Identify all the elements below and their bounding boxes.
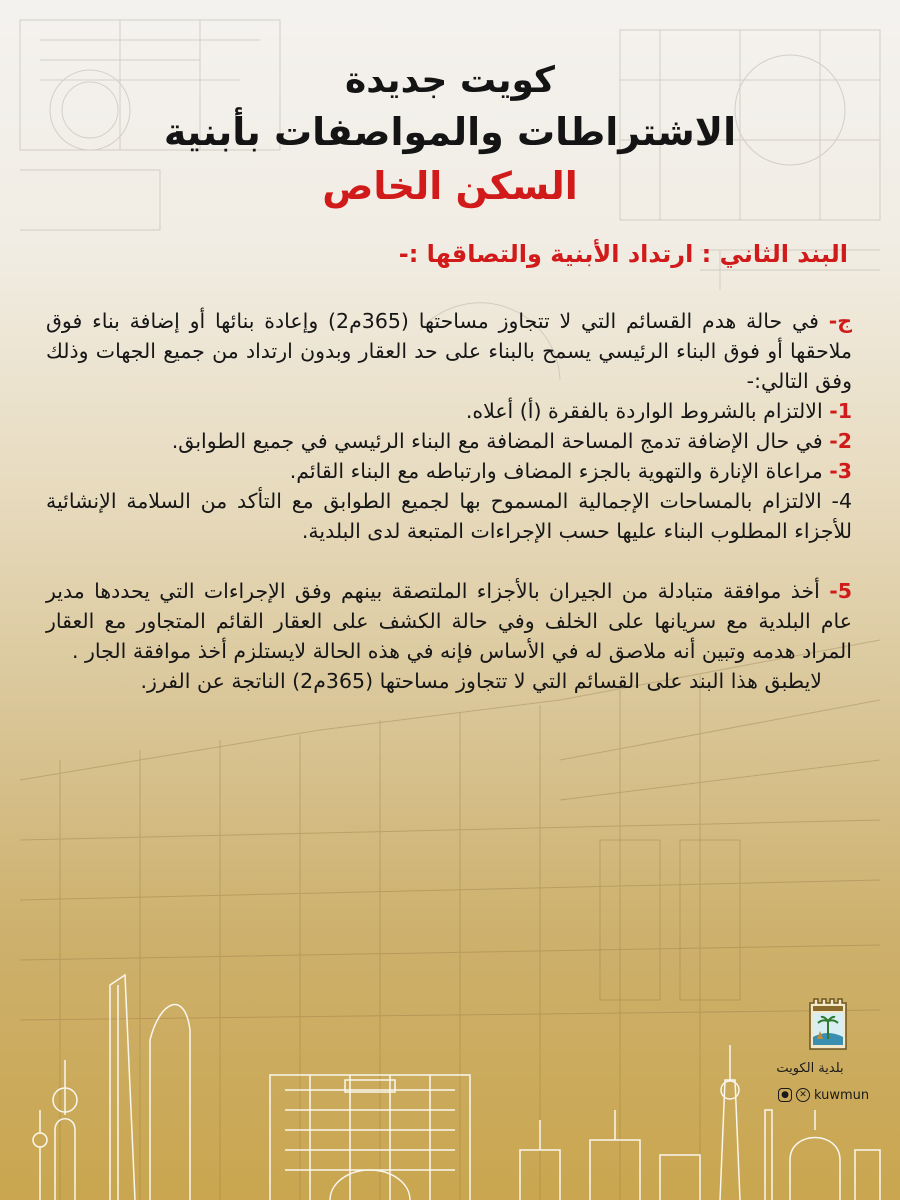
- list-item-text: أخذ موافقة متبادلة من الجيران بالأجزاء الملتصقة بينهم وفق الإجراءات التي يحددها مدير عام البلدية مع سريانها على الخلف وفي حالة الكشف على العقار القائم المتجاور مع العقار المراد هدمه وتبين أنه ملاصق له في الأساس فإنه في هذه الحالة لايستلزم أخذ موافقة الجار .: [46, 579, 852, 663]
- list-item-number: 2-: [829, 429, 852, 453]
- list-item-text: في حال الإضافة تدمج المساحة المضافة مع البناء الرئيسي في جميع الطوابق.: [171, 429, 823, 453]
- intro-marker: ج-: [828, 309, 852, 333]
- list-item-number: 5-: [829, 579, 852, 603]
- instagram-icon[interactable]: ●: [778, 1088, 792, 1102]
- intro-paragraph: [46, 306, 852, 396]
- note-paragraph: لايطبق هذا البند على القسائم التي لا تتجاوز مساحتها (365م2) الناتجة عن الفرز.: [140, 669, 822, 693]
- list-item-5: [46, 576, 852, 666]
- org-name: بلدية الكويت: [776, 1061, 844, 1076]
- x-icon[interactable]: ✕: [796, 1088, 810, 1102]
- list-item-number: 4-: [831, 489, 852, 513]
- social-handle: kuwmun: [814, 1087, 870, 1103]
- list-item-4: [46, 486, 852, 546]
- kuwait-municipality-logo: [808, 995, 848, 1051]
- list-item-1: [46, 396, 852, 426]
- list-item-number: 3-: [829, 459, 852, 483]
- title-line-1: كويت جديدة: [345, 60, 555, 101]
- title-line-3: السكن الخاص: [322, 164, 578, 208]
- list-item-text: الالتزام بالمساحات الإجمالية المسموح بها لجميع الطوابق مع التأكد من السلامة الإنشائية للأجزاء المطلوب البناء عليها حسب الإجراءات المتبعة لدى البلدية.: [46, 489, 852, 543]
- social-handle-row: [778, 1085, 869, 1105]
- intro-text: في حالة هدم القسائم التي لا تتجاوز مساحتها (365م2) وإعادة بنائها أو إضافة بناء فوق ملاحقها أو فوق البناء الرئيسي يسمح بالبناء على حد العقار وبدون ارتداد من جميع الجهات وذلك وفق التالي:-: [46, 309, 852, 393]
- section-heading: البند الثاني : ارتداد الأبنية والتصاقها :-: [398, 240, 848, 268]
- list-item-3: [46, 456, 852, 486]
- list-item-2: [46, 426, 852, 456]
- spacer: [46, 546, 852, 576]
- body-text: [46, 306, 852, 696]
- title-line-2: الاشتراطات والمواصفات بأبنية: [163, 110, 737, 154]
- list-item-number: 1-: [829, 399, 852, 423]
- list-item-text: الالتزام بالشروط الواردة بالفقرة (أ) أعلاه.: [465, 399, 823, 423]
- list-item-text: مراعاة الإنارة والتهوية بالجزء المضاف وارتباطه مع البناء القائم.: [289, 459, 823, 483]
